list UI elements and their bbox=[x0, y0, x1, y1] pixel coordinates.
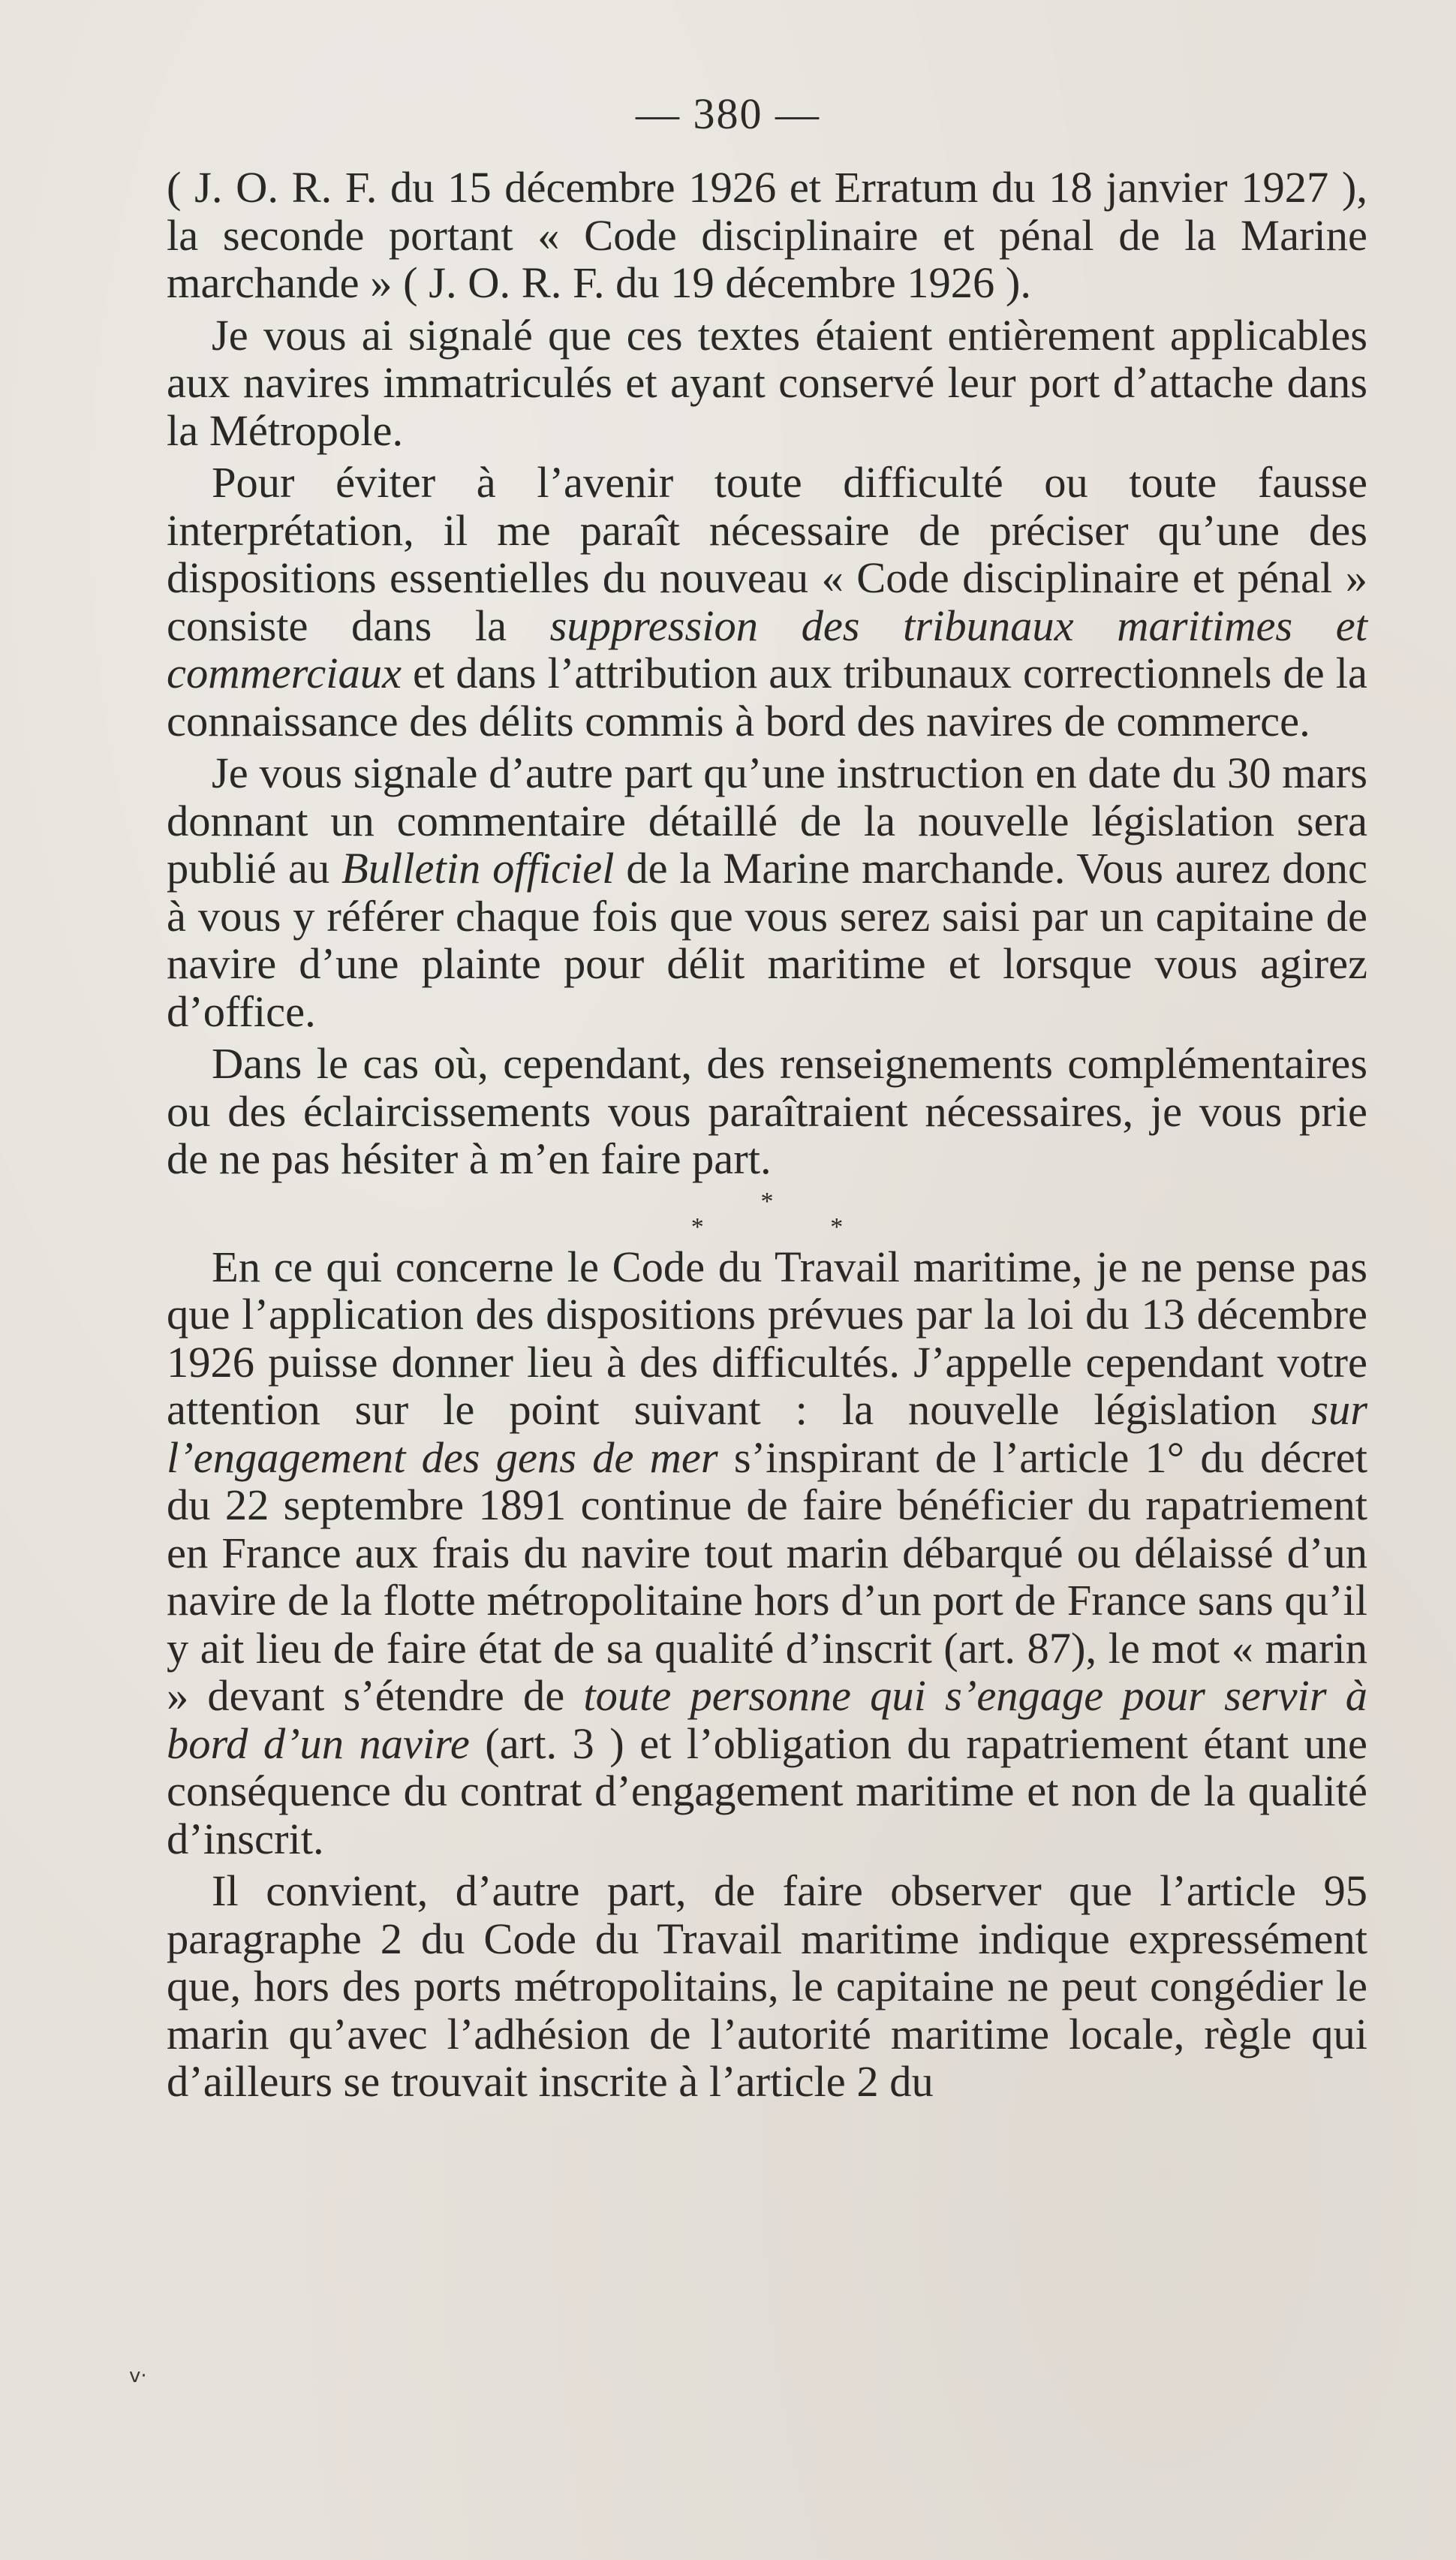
italic-phrase: Bulletin officiel bbox=[341, 844, 615, 893]
paragraph bbox=[167, 164, 1367, 307]
paragraph bbox=[167, 749, 1367, 1035]
text-run: de la Marine marchande. Vous aurez donc à vous y référer chaque fois que vous serez saisi par un capitaine de navire d’une plainte pour délit maritime et lorsque vous agirez d’office. bbox=[167, 844, 1367, 1036]
italic-phrase: toute personne qui s’engage pour servir à bord d’un navire bbox=[167, 1671, 1367, 1768]
separator-asterisks: * * bbox=[690, 1212, 904, 1241]
text-run: Dans le cas où, cependant, des renseignements complémentaires ou des éclaircissements vous paraîtraient nécessaires, je vous prie de ne pas hésiter à m’en faire part. bbox=[167, 1039, 1367, 1183]
text-run: s’inspirant de l’article 1° du décret du 22 septembre 1891 continue de faire bénéficier du rapatriement en France aux frais du navire tout marin débarqué ou délaissé d’un navire de la flotte métropolitaine hors d’un port de France sans qu’il y ait lieu de faire état de sa qualité d’inscrit (art. 87), le mot « marin » devant s’étendre de bbox=[167, 1432, 1367, 1720]
paragraph bbox=[167, 459, 1367, 745]
paragraph bbox=[167, 312, 1367, 455]
text-run: ( J. O. R. F. du 15 décembre 1926 et Erratum du 18 janvier 1927 ), la seconde portant « Code disciplinaire et pénal de la Marine marchande » ( J. O. R. F. du 19 décembre 1926 ). bbox=[167, 163, 1367, 307]
text-run: (art. 3 ) et l’obligation du rapatriement étant une conséquence du contrat d’engagement maritime et non de la qualité d’inscrit. bbox=[167, 1718, 1368, 1863]
text-run: Pour éviter à l’avenir toute difficulté ou toute fausse interprétation, il me paraît nécessaire de préciser qu’une des dispositions essentielles du nouveau « Code disciplinaire et pénal » consiste dans la bbox=[167, 458, 1367, 650]
text-run: Il convient, d’autre part, de faire observer que l’article 95 paragraphe 2 du Code du Travail maritime indique expressément que, hors des ports métropolitains, le capitaine ne peut congédier le marin qu’avec l’adhésion de l’autorité maritime locale, règle qui d’ailleurs se trouvait inscrite à l’article 2 du bbox=[167, 1866, 1367, 2106]
paragraph bbox=[167, 1867, 1367, 2106]
italic-phrase: suppression des tribunaux maritimes et commerciaux bbox=[167, 601, 1367, 697]
body-text bbox=[167, 164, 1367, 2106]
section-separator bbox=[167, 1189, 1367, 1240]
text-run: Je vous signale d’autre part qu’une instruction en date du 30 mars donnant un commentaire détaillé de la nouvelle législation sera publié au bbox=[167, 748, 1367, 893]
text-run: et dans l’attribution aux tribunaux correctionnels de la connaissance des délits commis à bord des navires de commerce. bbox=[167, 649, 1367, 745]
text-run: En ce qui concerne le Code du Travail maritime, je ne pense pas que l’application des dispositions prévues par la loi du 13 décembre 1926 puisse donner lieu à des difficultés. J’appelle cependant votre attention sur le point suivant : la nouvelle législation bbox=[167, 1242, 1367, 1434]
text-run: Je vous ai signalé que ces textes étaient entièrement applicables aux navires immatriculés et ayant conservé leur port d’attache dans la Métropole. bbox=[167, 310, 1367, 455]
page-number: — 380 — bbox=[636, 89, 820, 138]
italic-phrase: sur l’engagement des gens de mer bbox=[167, 1385, 1367, 1482]
paragraph bbox=[167, 1040, 1367, 1183]
footer-printer-mark: v· bbox=[129, 2365, 147, 2387]
paragraph bbox=[167, 1243, 1367, 1863]
separator-asterisk: * bbox=[760, 1187, 774, 1215]
